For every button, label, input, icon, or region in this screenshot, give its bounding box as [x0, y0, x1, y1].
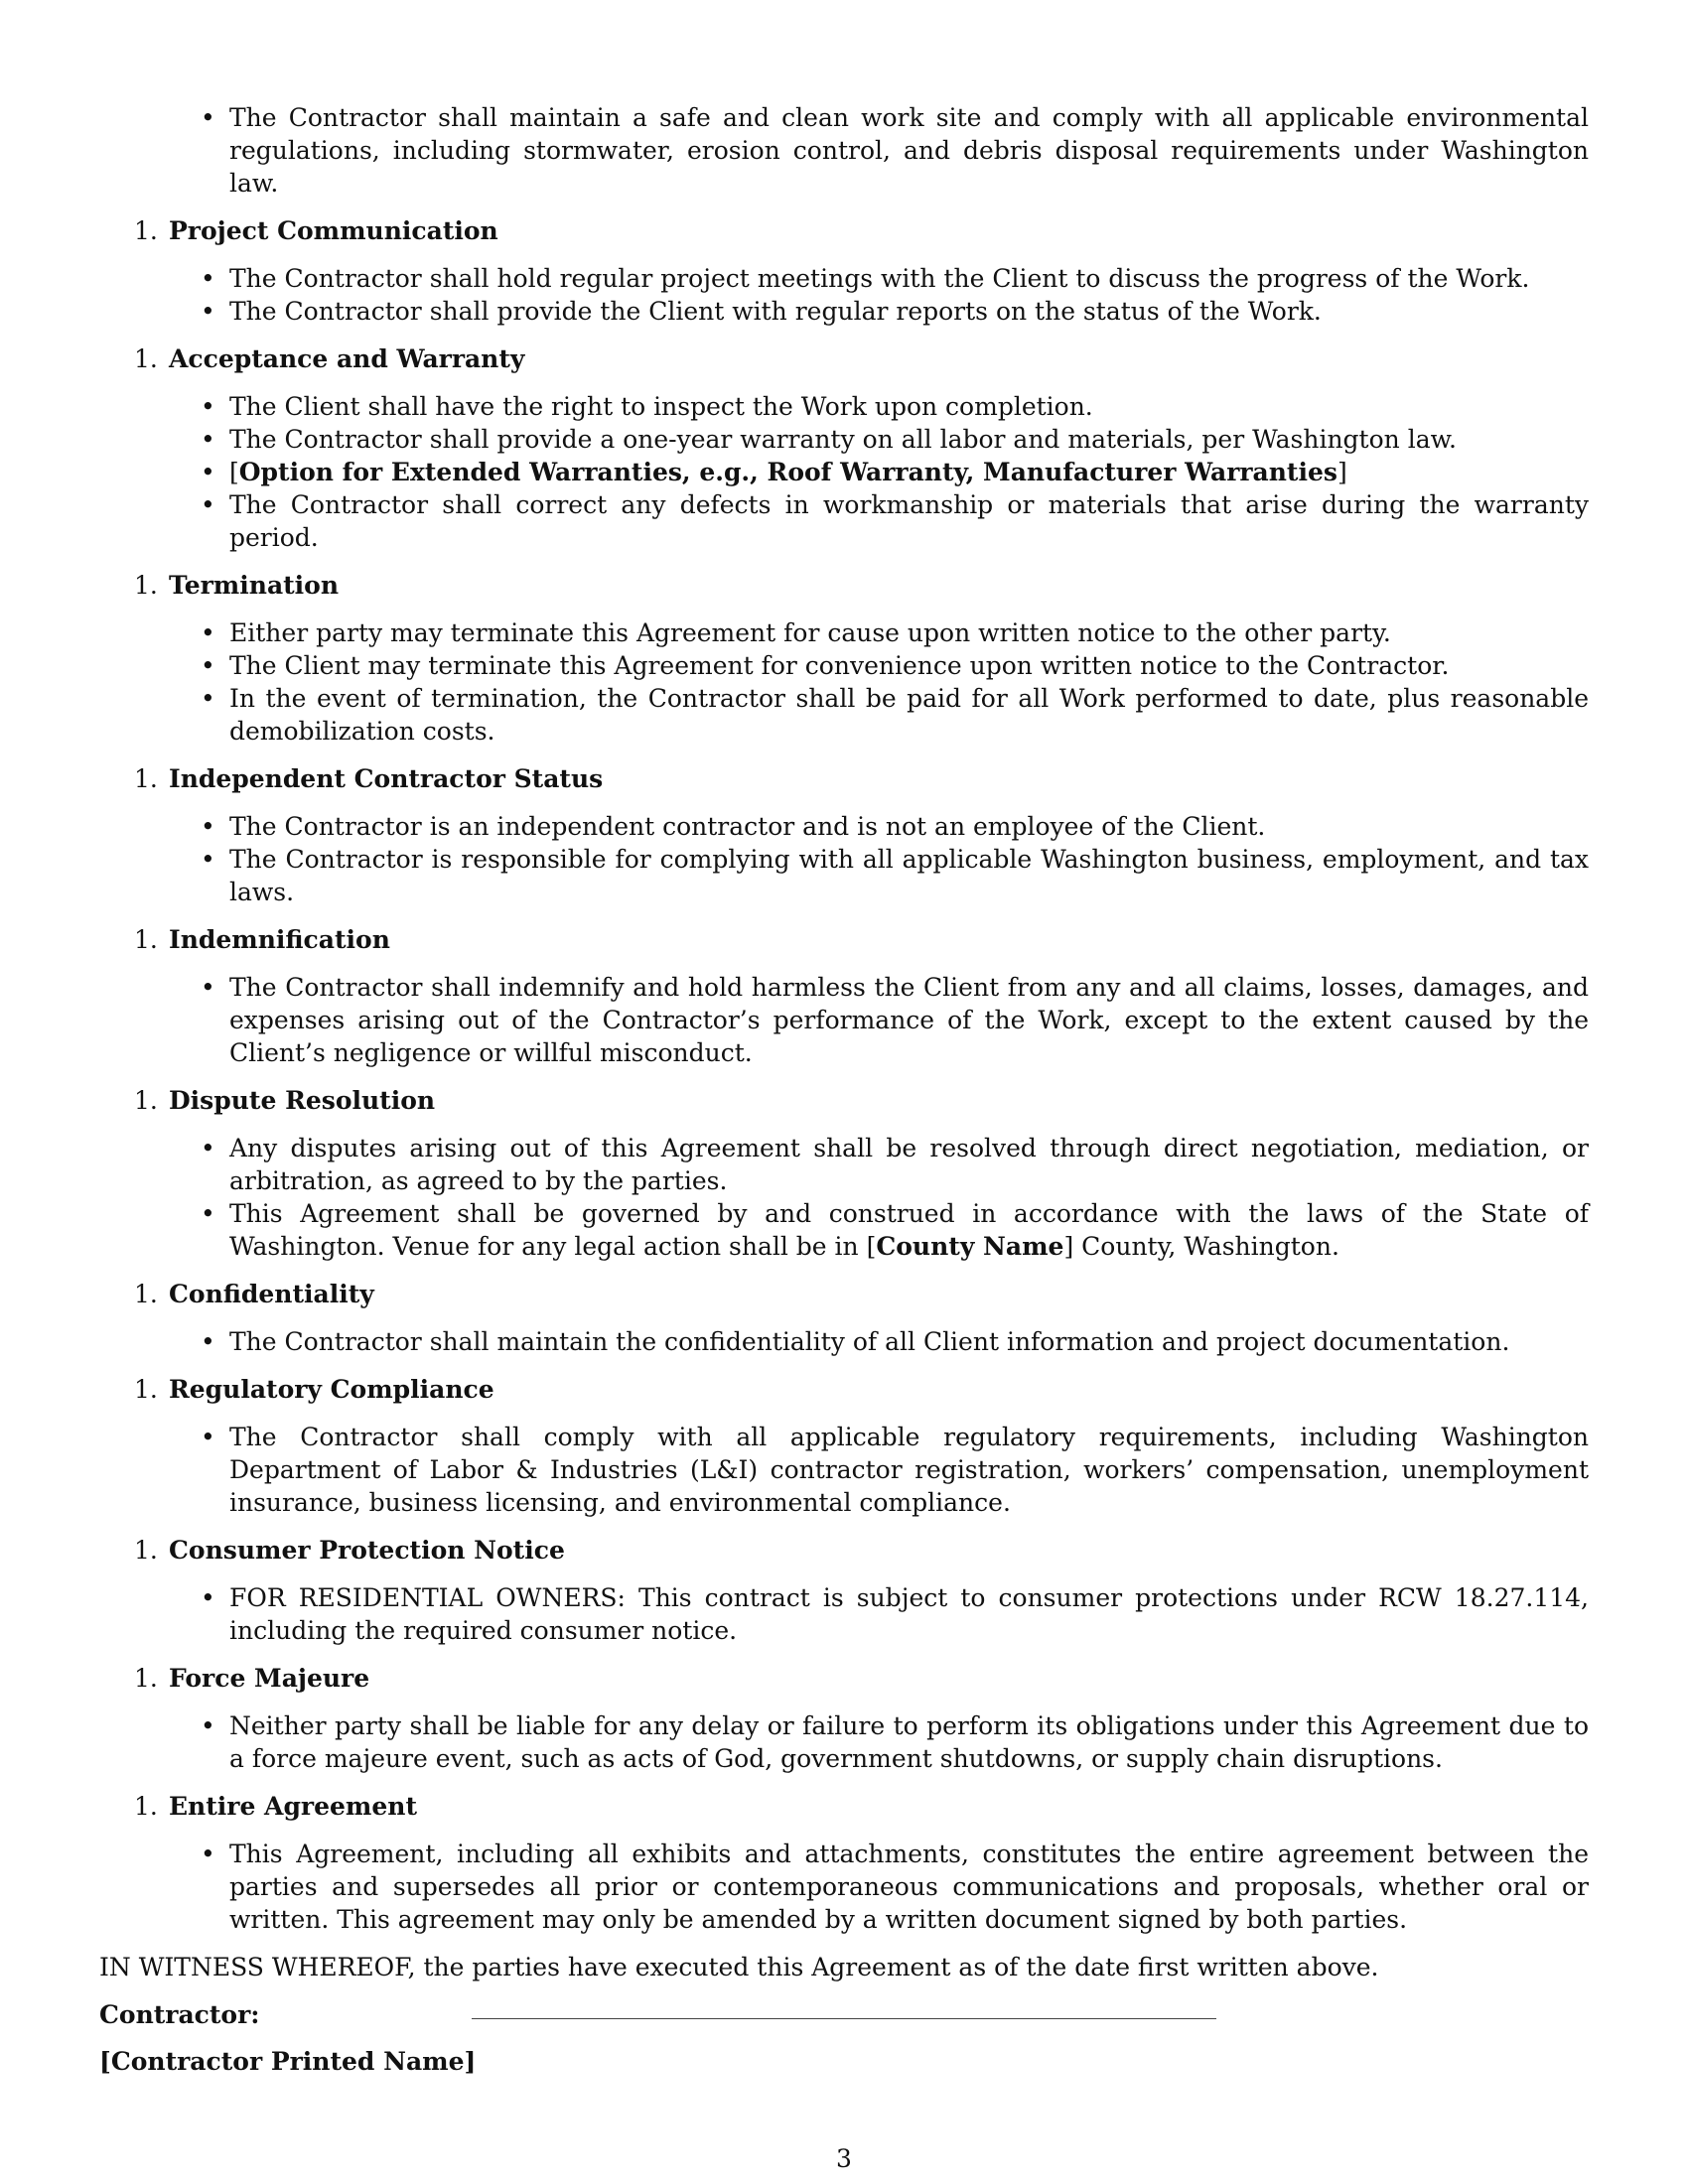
witness-statement: IN WITNESS WHEREOF, the parties have executed this Agreement as of the date first written above.	[99, 1953, 1379, 1981]
list-item-text: [	[229, 458, 239, 486]
section	[99, 569, 1589, 748]
list-item	[229, 262, 1589, 295]
section-heading	[99, 1084, 1589, 1117]
section-number: 1.	[134, 1280, 158, 1308]
section-title: Termination	[169, 571, 340, 600]
section-title: Project Communication	[169, 216, 498, 245]
list-item-text: ] County, Washington.	[1063, 1232, 1339, 1261]
section-number: 1.	[134, 344, 158, 373]
list-item-text: The Contractor shall comply with all applicable regulatory requirements, including Washington Department of Labor & Industries (L&I) contractor registration, workers’ compensation, unemployment insurance, business licensing, and environmental compliance.	[229, 1423, 1589, 1517]
section-number: 1.	[134, 1792, 158, 1821]
section-title: Dispute Resolution	[169, 1086, 436, 1115]
list-item	[229, 1581, 1589, 1647]
list-item	[229, 616, 1589, 649]
list-item	[229, 456, 1589, 488]
list-item-text: The Contractor is responsible for complying with all applicable Washington business, employment, and tax laws.	[229, 845, 1589, 906]
section-number: 1.	[134, 1375, 158, 1404]
section-heading	[99, 1373, 1589, 1406]
section	[99, 762, 1589, 908]
list-item-text: Either party may terminate this Agreement for cause upon written notice to the other party.	[229, 618, 1391, 647]
section-heading	[99, 1534, 1589, 1567]
bullet-list	[99, 1581, 1589, 1647]
list-item	[229, 390, 1589, 423]
list-item	[229, 1325, 1589, 1358]
bullet-list	[99, 1421, 1589, 1519]
list-item-text: FOR RESIDENTIAL OWNERS: This contract is subject to consumer protections under RCW 18.27.114, including the required consumer notice.	[229, 1583, 1589, 1645]
lead-bullet-list	[99, 101, 1589, 200]
bullet-list	[99, 1325, 1589, 1358]
list-item-text: This Agreement shall be governed by and construed in accordance with the laws of the State of Washington. Venue for any legal action shall be in [	[229, 1199, 1589, 1261]
section-title: Consumer Protection Notice	[169, 1536, 565, 1565]
bullet-icon: •	[201, 103, 215, 132]
section-number: 1.	[134, 571, 158, 600]
list-item	[229, 1197, 1589, 1263]
bullet-list	[99, 1132, 1589, 1263]
bold-text: Option for Extended Warranties, e.g., Roof Warranty, Manufacturer Warranties	[238, 458, 1337, 486]
list-item-text: The Contractor shall provide a one-year warranty on all labor and materials, per Washington law.	[229, 425, 1457, 454]
list-item-text: The Contractor is an independent contractor and is not an employee of the Client.	[229, 812, 1266, 841]
list-item-text: The Contractor shall hold regular project meetings with the Client to discuss the progress of the Work.	[229, 264, 1530, 293]
list-item-text: The Client shall have the right to inspect the Work upon completion.	[229, 392, 1093, 421]
list-item	[201, 101, 1589, 200]
signature-line	[472, 2018, 1216, 2019]
list-item-text: The Contractor shall indemnify and hold harmless the Client from any and all claims, losses, damages, and expenses arising out of the Contractor’s performance of the Work, except to the extent caused by the Client’s negligence or willful misconduct.	[229, 973, 1589, 1067]
section-number: 1.	[134, 764, 158, 793]
section	[99, 342, 1589, 554]
list-item	[229, 488, 1589, 554]
section-title: Force Majeure	[169, 1664, 370, 1693]
list-item	[229, 295, 1589, 328]
contractor-label: Contractor:	[99, 2000, 260, 2029]
sections-container	[99, 214, 1589, 1936]
section-title: Regulatory Compliance	[169, 1375, 494, 1404]
section	[99, 923, 1589, 1069]
page-number: 3	[836, 2144, 852, 2173]
list-item	[229, 423, 1589, 456]
bullet-list	[99, 616, 1589, 748]
list-item	[229, 649, 1589, 682]
section-heading	[99, 569, 1589, 602]
list-item	[229, 843, 1589, 908]
list-item-text: The Contractor shall provide the Client with regular reports on the status of the Work.	[229, 297, 1322, 326]
section-heading	[99, 762, 1589, 795]
list-item-text: This Agreement, including all exhibits and attachments, constitutes the entire agreement between the parties and supersedes all prior or contemporaneous communications and proposals, whether oral or written. This agreement may only be amended by a written document signed by both parties.	[229, 1840, 1589, 1934]
bold-text: County Name	[876, 1232, 1064, 1261]
section-heading	[99, 1278, 1589, 1310]
document-page	[99, 101, 1589, 2031]
list-item-text: Neither party shall be liable for any delay or failure to perform its obligations under this Agreement due to a force majeure event, such as acts of God, government shutdowns, or supply chain disruptions.	[229, 1711, 1589, 1773]
bullet-list	[99, 262, 1589, 328]
section-heading	[99, 1790, 1589, 1823]
list-item-text: The Client may terminate this Agreement for convenience upon written notice to the Contractor.	[229, 651, 1450, 680]
section	[99, 1373, 1589, 1519]
list-item	[229, 1709, 1589, 1775]
list-item-text: The Contractor shall maintain the confidentiality of all Client information and project documentation.	[229, 1327, 1510, 1356]
section-number: 1.	[134, 1536, 158, 1565]
bullet-list	[99, 1709, 1589, 1775]
section-number: 1.	[134, 216, 158, 245]
section-heading	[99, 342, 1589, 375]
list-item	[229, 810, 1589, 843]
section	[99, 1662, 1589, 1775]
section-heading	[99, 923, 1589, 956]
list-item	[229, 1421, 1589, 1519]
list-item-text: In the event of termination, the Contractor shall be paid for all Work performed to date, plus reasonable demobilization costs.	[229, 684, 1589, 746]
list-item-text: The Contractor shall correct any defects in workmanship or materials that arise during the warranty period.	[229, 490, 1589, 552]
section	[99, 1790, 1589, 1936]
list-item	[229, 1838, 1589, 1936]
section-title: Indemnification	[169, 925, 390, 954]
section-title: Confidentiality	[169, 1280, 374, 1308]
contractor-printed-name: [Contractor Printed Name]	[99, 2047, 477, 2076]
section-number: 1.	[134, 1664, 158, 1693]
list-item	[229, 682, 1589, 748]
section-title: Independent Contractor Status	[169, 764, 604, 793]
section-number: 1.	[134, 925, 158, 954]
section	[99, 1278, 1589, 1358]
section-heading	[99, 214, 1589, 247]
section-heading	[99, 1662, 1589, 1695]
section	[99, 1534, 1589, 1647]
bullet-list	[99, 1838, 1589, 1936]
list-item-text: Any disputes arising out of this Agreement shall be resolved through direct negotiation, mediation, or arbitration, as agreed to by the parties.	[229, 1134, 1589, 1195]
section-title: Entire Agreement	[169, 1792, 417, 1821]
list-item-text: The Contractor shall maintain a safe and clean work site and comply with all applicable environmental regulations, including stormwater, erosion control, and debris disposal requirements under Washington law.	[229, 103, 1589, 198]
bullet-list	[99, 810, 1589, 908]
section	[99, 1084, 1589, 1263]
list-item-text: ]	[1336, 458, 1347, 486]
list-item	[229, 1132, 1589, 1197]
section	[99, 214, 1589, 328]
section-title: Acceptance and Warranty	[169, 344, 525, 373]
section-number: 1.	[134, 1086, 158, 1115]
list-item	[229, 971, 1589, 1069]
bullet-list	[99, 390, 1589, 554]
bullet-list	[99, 971, 1589, 1069]
